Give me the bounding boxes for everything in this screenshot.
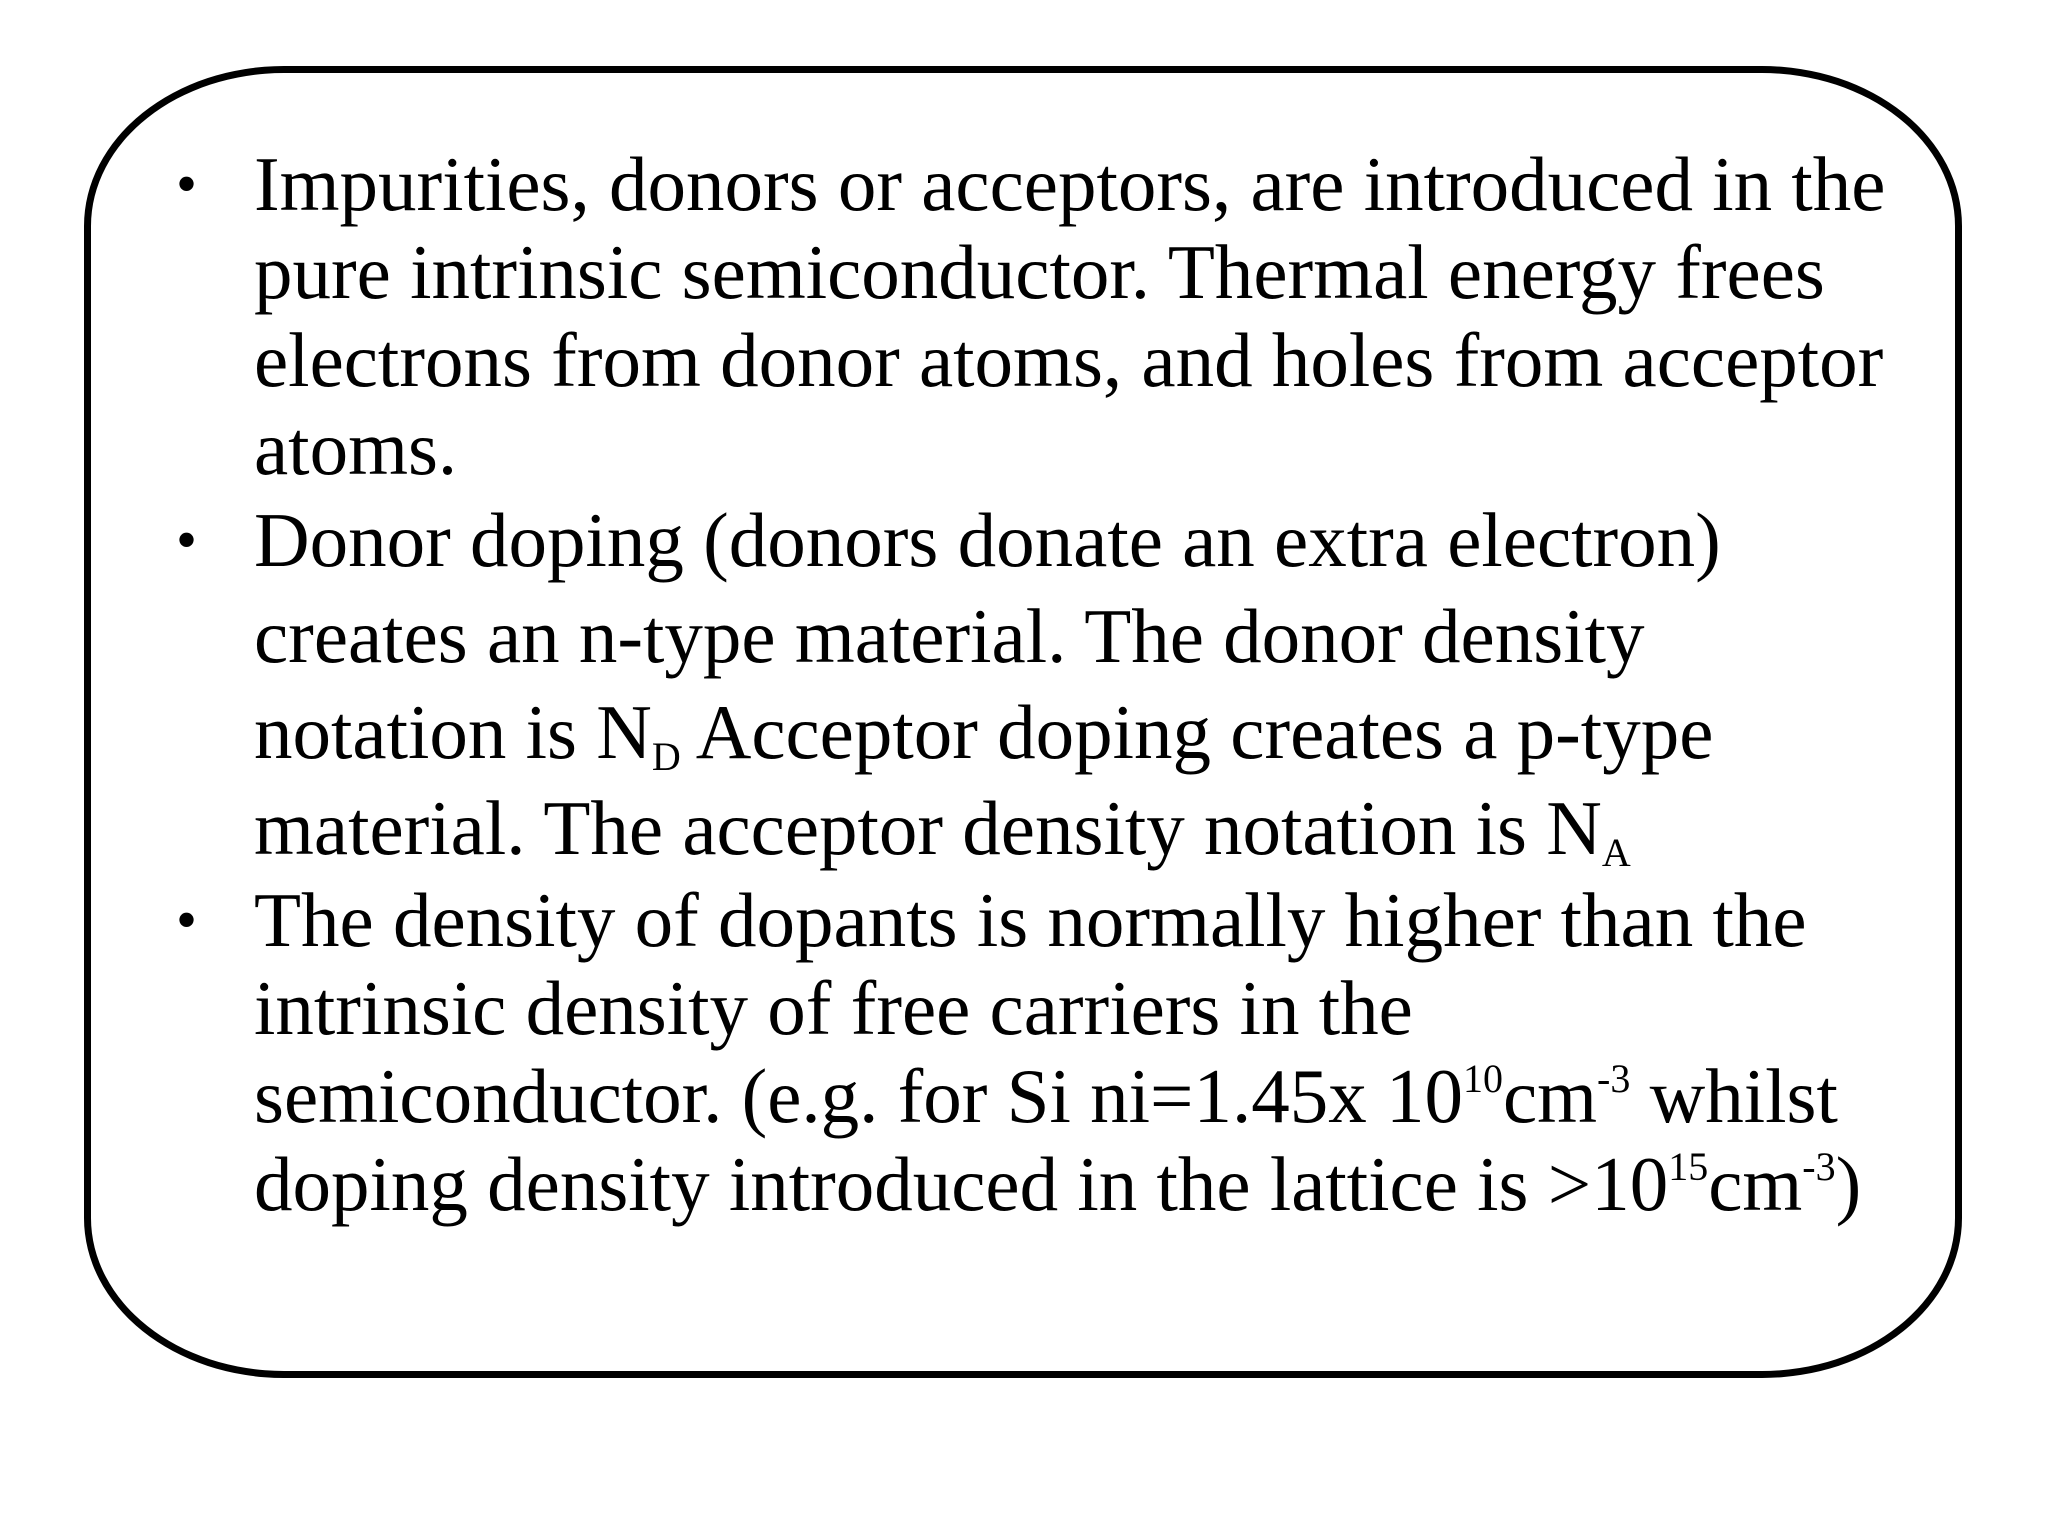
bullet-item-donor-doping <box>170 492 1890 876</box>
bullet-text: ) <box>1835 1141 1862 1227</box>
bullet-dot-icon: • <box>176 887 198 953</box>
subscript-a: A <box>1601 830 1631 875</box>
bullet-text: Impurities, donors or acceptors, are introduced in the pure intrinsic semiconductor. Thermal energy frees electrons from donor atoms, and holes from acceptor atoms. <box>254 141 1886 491</box>
bullet-text: Donor doping (donors donate an extra electron) creates an n-type material. The donor density notation is N <box>254 497 1721 775</box>
bullet-dot-icon: • <box>176 507 198 573</box>
bullet-dot-icon: • <box>176 151 198 217</box>
subscript-d: D <box>651 734 681 779</box>
bullet-text: whilst doping density introduced in the lattice is >10 <box>254 1053 1838 1227</box>
bullet-text: cm <box>1708 1141 1803 1227</box>
bullet-text: cm <box>1502 1053 1598 1139</box>
superscript-exponent: 15 <box>1668 1144 1709 1189</box>
bullet-item-dopant-density <box>170 876 1890 1228</box>
bullet-list <box>170 140 1890 1228</box>
bullet-text: Acceptor doping creates a p-type material. The acceptor density notation is N <box>254 689 1714 871</box>
bullet-item-impurities <box>170 140 1890 492</box>
superscript-exponent: 10 <box>1462 1056 1503 1101</box>
superscript-exponent: -3 <box>1597 1056 1631 1101</box>
superscript-exponent: -3 <box>1802 1144 1836 1189</box>
bullet-text: The density of dopants is normally higher than the intrinsic density of free carriers in the semiconductor. (e.g. for Si ni=1.45x 10 <box>254 877 1807 1139</box>
